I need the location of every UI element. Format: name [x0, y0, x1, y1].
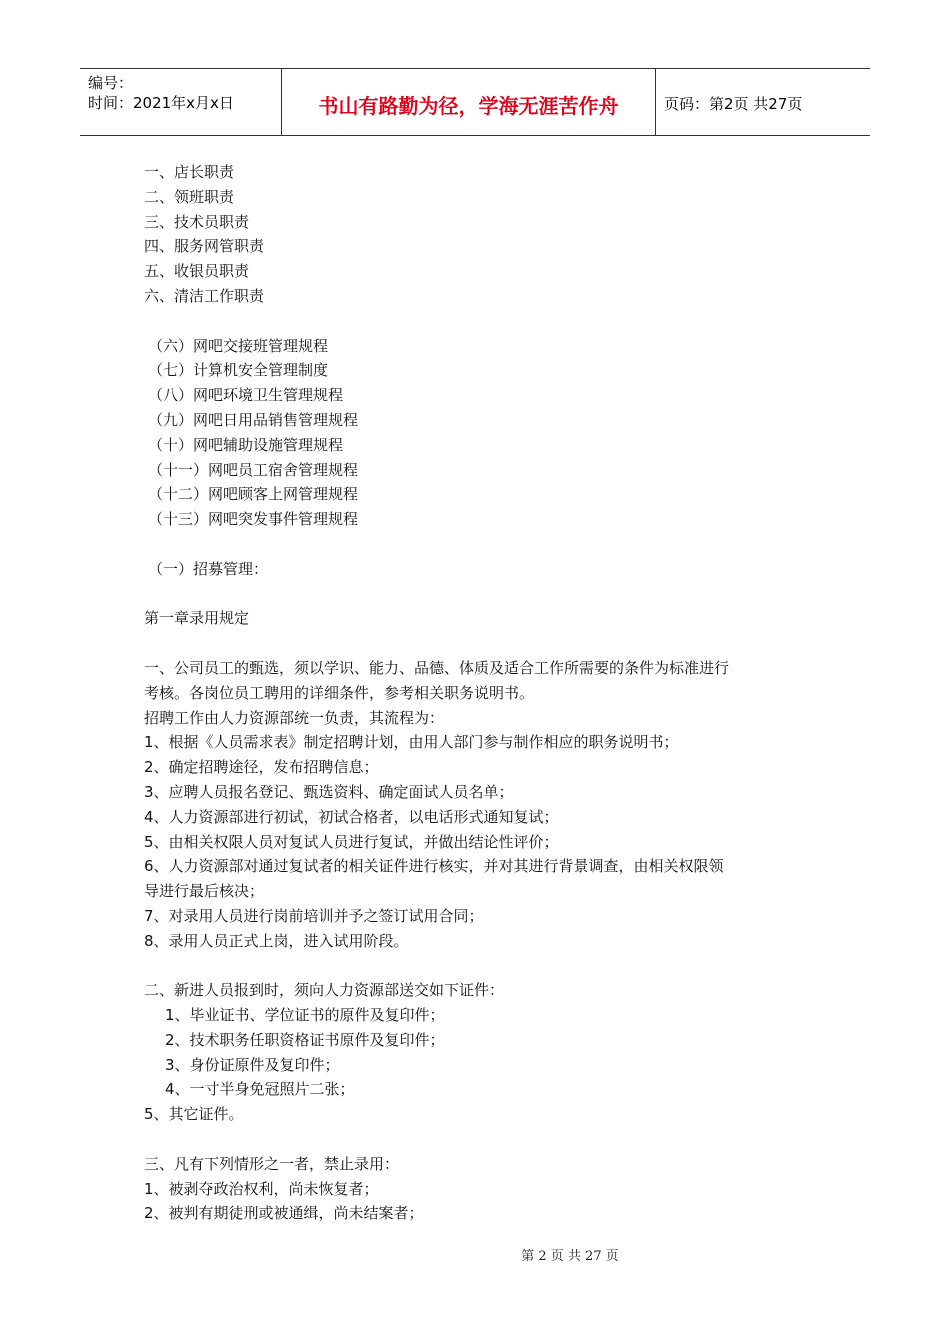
toc-item: （十二）网吧顾客上网管理规程 [148, 485, 359, 504]
header-motto: 书山有路勤为径，学海无涯苦作舟 [282, 69, 656, 135]
paragraph-line: 考核。各岗位员工聘用的详细条件，参考相关职务说明书。 [144, 683, 535, 702]
article-3 [144, 1152, 824, 1226]
list-item: 3、应聘人员报名登记、甄选资料、确定面试人员名单； [144, 782, 514, 801]
number-label: 编号： [88, 74, 134, 92]
header-meta-cell [80, 69, 282, 135]
toc-item: 四、服务网管职责 [144, 237, 265, 256]
list-item: 1、被剥夺政治权利，尚未恢复者； [144, 1179, 379, 1198]
toc-item: （六）网吧交接班管理规程 [148, 336, 329, 355]
paragraph-line: 二、新进人员报到时，须向人力资源部送交如下证件： [144, 981, 505, 1000]
list-item: 7、对录用人员进行岗前培训并予之签订试用合同； [144, 906, 484, 925]
list-item: 1、根据《人员需求表》制定招聘计划，由用人部门参与制作相应的职务说明书； [144, 733, 679, 752]
toc-roles-list [144, 160, 824, 309]
toc-item: （九）网吧日用品销售管理规程 [148, 410, 359, 429]
list-item: 5、其它证件。 [144, 1105, 244, 1124]
list-item: 5、由相关权限人员对复试人员进行复试，并做出结论性评价； [144, 832, 559, 851]
toc-item: 五、收银员职责 [144, 262, 250, 281]
time-label: 时间：2021年x月x日 [88, 94, 234, 112]
document-body [144, 160, 824, 1226]
paragraph-line: 导进行最后核决； [144, 882, 265, 901]
toc-rules-list [148, 334, 824, 532]
toc-item: （十一）网吧员工宿舍管理规程 [148, 460, 359, 479]
paragraph-line: 三、凡有下列情形之一者，禁止录用： [144, 1154, 400, 1173]
list-item: 1、毕业证书、学位证书的原件及复印件； [165, 1006, 445, 1025]
page-footer: 第 2 页 共 27 页 [521, 1249, 619, 1264]
paragraph-line: 一、公司员工的甄选，须以学识、能力、品德、体质及适合工作所需要的条件为标准进行 [144, 658, 730, 677]
paragraph-line: 招聘工作由人力资源部统一负责，其流程为： [144, 708, 445, 727]
section-title: （一）招募管理： [148, 559, 269, 578]
toc-item: 一、店长职责 [144, 163, 235, 181]
list-item: 8、录用人员正式上岗，进入试用阶段。 [144, 931, 409, 950]
toc-item: 三、技术员职责 [144, 212, 250, 231]
list-item: 3、身份证原件及复印件； [165, 1055, 340, 1074]
toc-item: （八）网吧环境卫生管理规程 [148, 386, 344, 405]
list-item: 2、技术职务任职资格证书原件及复印件； [165, 1030, 445, 1049]
article-2 [144, 978, 824, 1127]
toc-item: 六、清洁工作职责 [144, 286, 265, 305]
toc-item: （十）网吧辅助设施管理规程 [148, 435, 344, 454]
toc-item: （十三）网吧突发事件管理规程 [148, 510, 359, 529]
toc-item: （七）计算机安全管理制度 [148, 361, 329, 380]
article-1 [144, 656, 824, 954]
list-item: 6、人力资源部对通过复试者的相关证件进行核实，并对其进行背景调查，由相关权限领 [144, 857, 724, 876]
list-item: 4、一寸半身免冠照片二张； [165, 1080, 355, 1099]
header-page-info: 页码：第2页 共27页 [664, 94, 803, 113]
document-header [80, 68, 870, 136]
list-item: 2、被判有期徒刑或被通缉，尚未结案者； [144, 1204, 424, 1223]
toc-item: 二、领班职责 [144, 187, 235, 206]
list-item: 2、确定招聘途径，发布招聘信息； [144, 758, 379, 777]
chapter-title: 第一章录用规定 [144, 609, 250, 628]
list-item: 4、人力资源部进行初试，初试合格者，以电话形式通知复试； [144, 807, 559, 826]
